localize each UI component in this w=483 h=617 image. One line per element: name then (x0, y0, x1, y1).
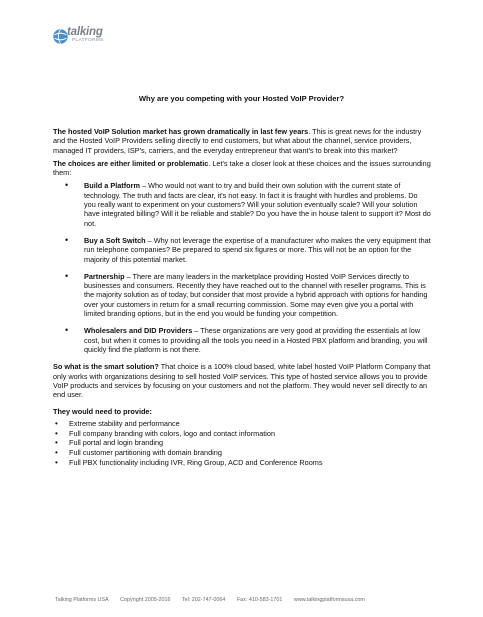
list-item: • Full company branding with colors, logo and contact information (53, 429, 431, 439)
logo-brand-text: talking (67, 26, 103, 38)
provide-list (53, 419, 431, 468)
list-item: • Wholesalers and DID Providers – These organizations are very good at providing the essentials at low cost, but when it comes to providing all the tools you need in a Hosted PBX platform and branding, you will quickly find the platform is not there. (53, 326, 431, 354)
provide-heading: They would need to provide: (53, 407, 152, 417)
page-title: Why are you competing with your Hosted VoIP Provider? (138, 94, 345, 103)
choices-paragraph: The choices are either limited or problematic. Let's take a closer look at these choices and the issues surrounding them: (53, 158, 431, 178)
page-footer (55, 597, 375, 603)
list-item: • Full portal and login branding (53, 438, 431, 448)
solution-paragraph: So what is the smart solution? That choice is a 100% cloud based, white label hosted VoIP Platform Company that only works with organizations desiring to sell hosted VoIP services. This type of hosted service allows you to provide VoIP products and services by focusing on your customers and not the platform. They would never sell directly to an end user. (53, 362, 431, 400)
list-item: • Build a Platform – Who would not want to try and build their own solution with the current state of technology. The truth and facts are clear, it's not easy. In fact it is fraught with hurdles and problems. Do you really want to experiment on your customers? Will your solution eventually scale? Will your solution have integrated billing? Will it be reliable and stable? Do you have the in house talent to support it? Most do not. (53, 181, 431, 227)
list-item: • Buy a Soft Switch – Why not leverage the expertise of a manufacturer who makes the very equipment that run telephone companies? Be prepared to spend six figures or more. This will not be an option for the majority of this potential market. (53, 236, 431, 264)
footer-fax: Fax: 410-583-1701 (236, 597, 283, 603)
list-item: • Extreme stability and performance (53, 419, 431, 429)
footer-web-link[interactable]: www.talkingplatformsusa.com (293, 597, 365, 603)
intro-paragraph: The hosted VoIP Solution market has grown dramatically in last few years. This is great news for the industry and the Hosted VoIP Providers selling directly to end customers, but what about the channel, service providers, managed IT providers, ISP's, carriers, and the everyday entrepreneur that want's to break into this market? (53, 127, 422, 155)
list-item: • Full PBX functionality including IVR, Ring Group, ACD and Conference Rooms (53, 458, 431, 468)
list-item: • Full customer partitioning with domain branding (53, 448, 431, 458)
footer-tel: Tel: 202-747-0064 (181, 597, 226, 603)
list-item: • Partnership – There are many leaders in the marketplace providing Hosted VoIP Services directly to businesses and consumers. Recently they have reached out to the channel with reseller programs. This is the majority solution as of today, but consider that most provide a hybrid approach with options for handing over your customers in return for a small recurring commission. Some may even give you a portal with limited branding options, but in the end you would be funding your competition. (53, 272, 431, 318)
logo-sub-text: PLATFORMS (72, 38, 104, 43)
document-body (53, 127, 431, 468)
footer-company: Talking Platforms USA (55, 597, 109, 603)
choices-list (53, 181, 431, 354)
footer-copyright: Copyright 2005-2016 (120, 597, 171, 603)
company-logo (52, 27, 132, 47)
